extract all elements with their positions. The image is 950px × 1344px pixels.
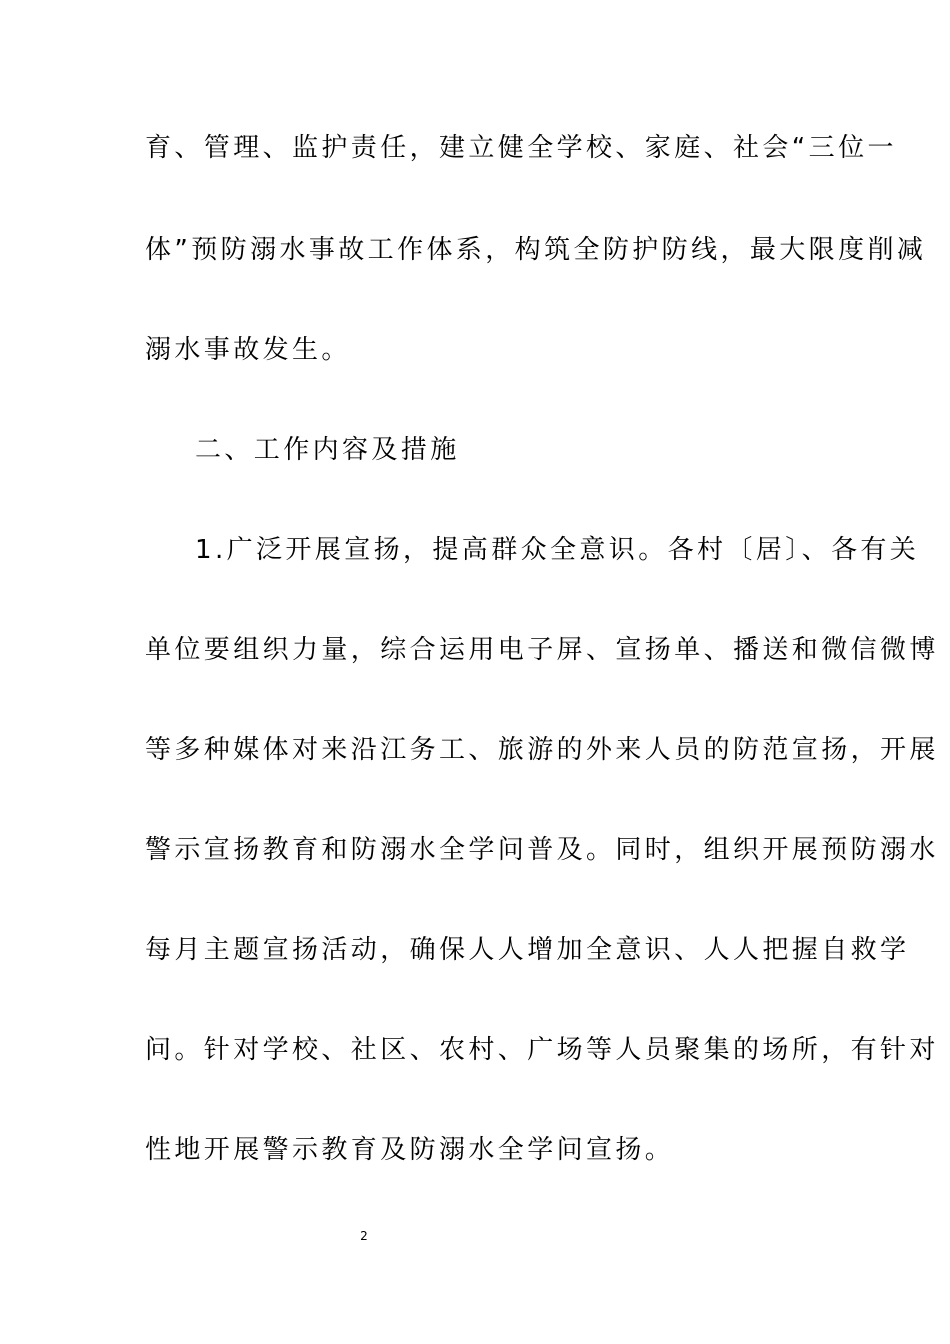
body-text-line: 等多种媒体对来沿江务工、旅游的外来人员的防范宣扬，开展: [145, 735, 939, 765]
body-text-line: 问。针对学校、社区、农村、广场等人员聚集的场所，有针对: [145, 1035, 939, 1065]
body-text-line: 育、管理、监护责任，建立健全学校、家庭、社会“三位一: [145, 133, 897, 163]
body-text-line: 单位要组织力量，综合运用电子屏、宣扬单、播送和微信微博: [145, 635, 939, 665]
body-text-line: 体”预防溺水事故工作体系，构筑全防护防线，最大限度削减: [145, 235, 927, 265]
body-text-line: 溺水事故发生。: [145, 335, 351, 365]
body-text-line: 性地开展警示教育及防溺水全学问宣扬。: [145, 1135, 675, 1165]
section-heading: 二、工作内容及措施: [195, 435, 460, 465]
body-text-line: 警示宣扬教育和防溺水全学问普及。同时，组织开展预防溺水: [145, 835, 939, 865]
page-number: 2: [360, 1229, 368, 1243]
body-text-line: 1.广泛开展宣扬，提高群众全意识。各村〔居〕、各有关: [195, 535, 920, 565]
body-text-line: 每月主题宣扬活动，确保人人增加全意识、人人把握自救学: [145, 935, 910, 965]
